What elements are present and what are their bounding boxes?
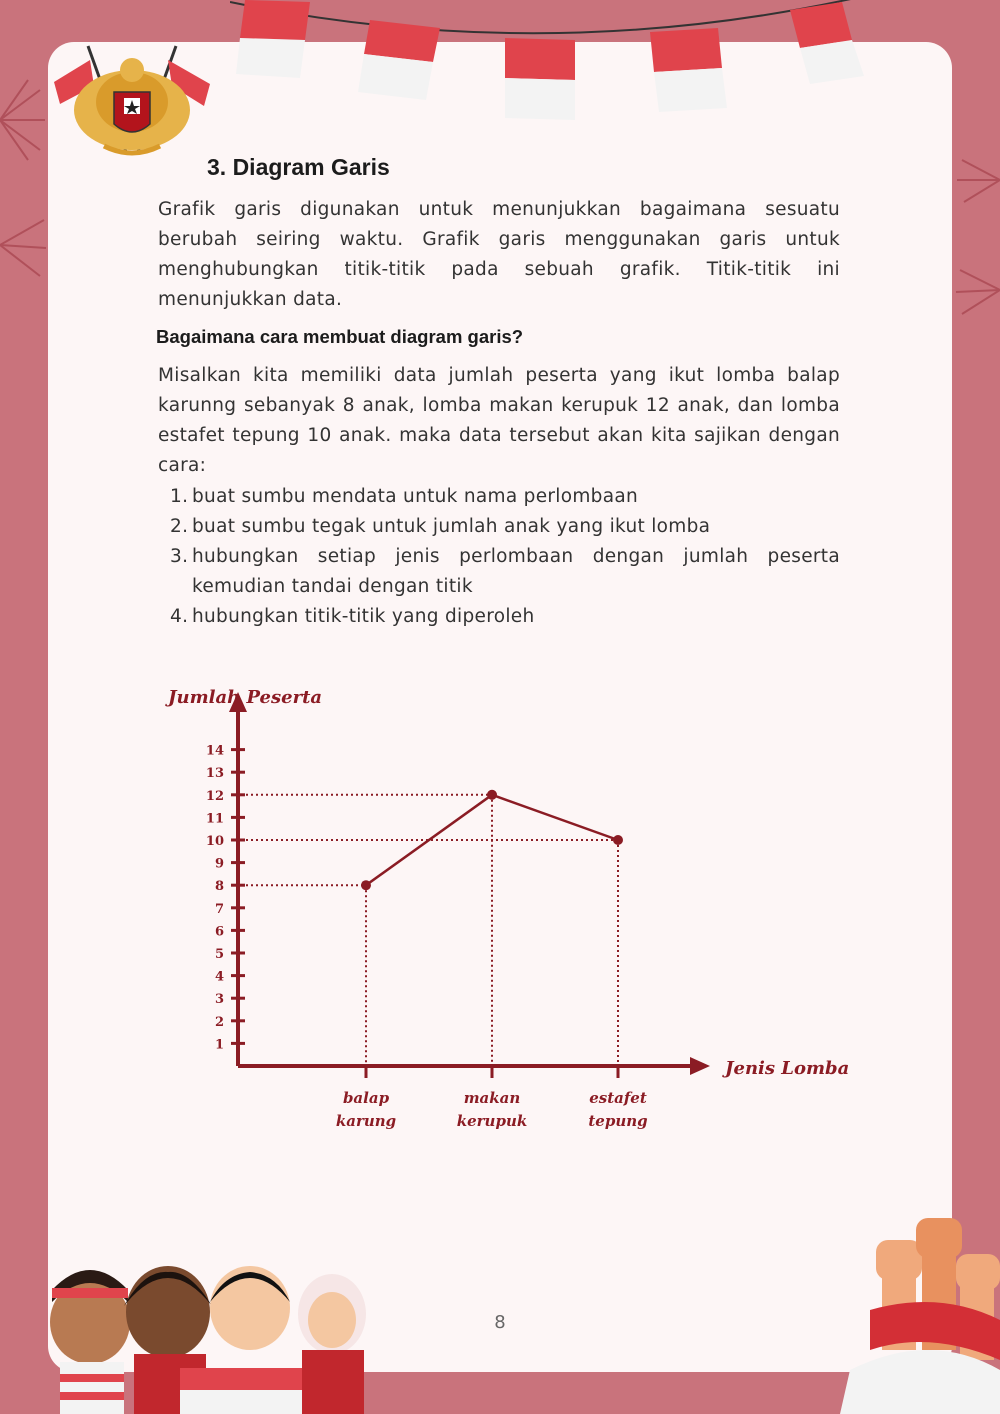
data-point [361, 880, 371, 890]
step-text: hubungkan titik-titik yang diperoleh [192, 606, 535, 627]
x-axis-arrow [690, 1057, 710, 1075]
firework-left-icon [0, 60, 50, 180]
y-tick-label: 12 [205, 788, 224, 804]
steps-list [170, 482, 840, 632]
x-axis-title: Jenis Lomba [725, 1058, 850, 1079]
y-tick-label: 13 [205, 766, 224, 782]
x-tick-label: karung [335, 1112, 397, 1130]
intro-paragraph: Grafik garis digunakan untuk menunjukkan bagaimana sesuatu berubah seiring waktu. Grafik garis menggunakan garis untuk menghubungkan titik-titik pada sebuah grafik. Titik-titik ini menunjukkan data. [158, 199, 840, 310]
firework-left-lower-icon [0, 190, 50, 300]
flag-1 [236, 0, 310, 78]
list-item [170, 542, 840, 602]
step-number: 4. [170, 606, 189, 627]
garuda-emblem-icon [48, 42, 218, 172]
step-text: buat sumbu tegak untuk jumlah anak yang ikut lomba [192, 516, 711, 537]
children-with-flag-illustration [40, 1250, 380, 1414]
y-tick-label: 14 [205, 743, 224, 759]
y-tick-label: 10 [205, 834, 224, 849]
data-point [613, 835, 623, 845]
flag-4 [650, 28, 727, 112]
y-tick-label: 7 [214, 901, 224, 917]
list-item [170, 482, 840, 512]
step-number: 2. [170, 516, 189, 537]
y-tick-label: 11 [205, 811, 224, 827]
x-tick-label: makan [463, 1089, 521, 1107]
step-number: 1. [170, 486, 189, 507]
y-axis-title: Jumlah Peserta [168, 687, 323, 708]
subheading: Bagaimana cara membuat diagram garis? [156, 326, 524, 347]
y-tick-label: 9 [214, 856, 224, 872]
raised-fists-with-flag-illustration [840, 1210, 1000, 1414]
step-number: 3. [170, 546, 189, 567]
y-tick-label: 6 [214, 924, 224, 940]
step-text: hubungkan setiap jenis perlombaan dengan jumlah peserta kemudian tandai dengan titik [192, 546, 840, 597]
y-tick-label: 3 [214, 992, 224, 1008]
page-number: 8 [494, 1312, 506, 1333]
y-tick-label: 1 [214, 1037, 224, 1053]
list-item [170, 512, 840, 542]
x-tick-label: tepung [588, 1112, 648, 1130]
y-tick-label: 5 [214, 947, 224, 962]
y-tick-label: 2 [214, 1014, 224, 1030]
x-tick-label: balap [342, 1089, 390, 1107]
red-white-bunting-icon [230, 0, 890, 130]
flag-3 [505, 38, 575, 120]
firework-right-icon [952, 140, 1000, 340]
flag-5 [790, 2, 864, 84]
section-title: 3. Diagram Garis [207, 154, 390, 180]
data-point [487, 790, 497, 800]
example-paragraph: Misalkan kita memiliki data jumlah peserta yang ikut lomba balap karunng sebanyak 8 anak, lomba makan kerupuk 12 anak, dan lomba estafet tepung 10 anak. maka data tersebut akan kita sajikan dengan cara: [158, 365, 840, 476]
x-tick-label: kerupuk [456, 1112, 528, 1130]
step-text: buat sumbu mendata untuk nama perlombaan [192, 486, 639, 507]
y-tick-label: 8 [214, 879, 224, 895]
x-tick-label: estafet [589, 1089, 647, 1107]
line-chart [140, 670, 860, 1150]
flag-2 [358, 20, 440, 100]
list-item [170, 602, 840, 632]
y-tick-label: 4 [214, 969, 224, 985]
